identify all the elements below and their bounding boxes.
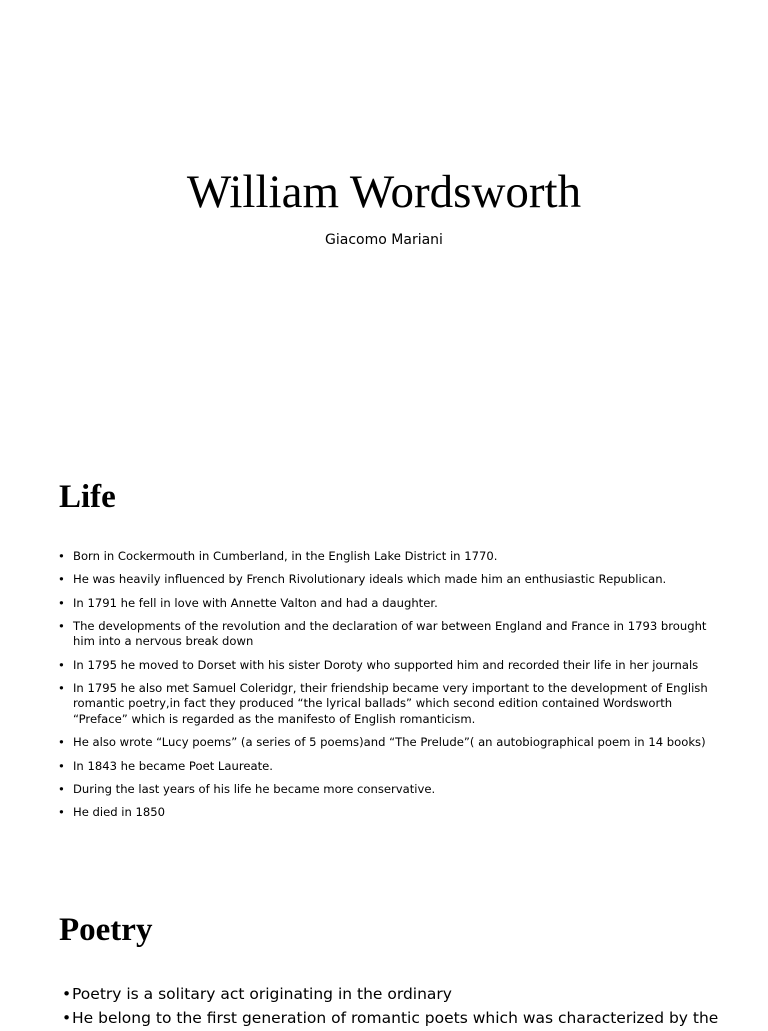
list-item: [58, 619, 718, 650]
list-item: [62, 1007, 742, 1029]
bullet-icon: •: [62, 1009, 72, 1027]
presentation-title: William Wordsworth: [186, 166, 582, 218]
list-item: [58, 596, 718, 612]
life-slide: [0, 432, 768, 864]
list-item-text: In 1795 he also met Samuel Coleridgr, their friendship became very important to the development of English romantic poetry,in fact they produced “the lyrical ballads” which second edition contained Wordsworth “Preface” which is regarded as the manifesto of English romanticism.: [73, 680, 708, 726]
title-slide: [0, 0, 768, 432]
bullet-icon: •: [58, 657, 65, 672]
poetry-heading: Poetry: [59, 912, 153, 948]
poetry-slide: [0, 864, 768, 1027]
list-item: [58, 572, 718, 588]
bullet-icon: •: [58, 680, 65, 695]
list-item-text: Poetry is a solitary act originating in the ordinary: [72, 985, 452, 1003]
list-item: [58, 805, 718, 821]
list-item-text: In 1795 he moved to Dorset with his sister Doroty who supported him and recorded their life in her journals: [73, 657, 699, 672]
bullet-icon: •: [62, 985, 72, 1003]
presentation-author: Giacomo Mariani: [325, 232, 443, 248]
list-item-text: He also wrote “Lucy poems” (a series of 5 poems)and “The Prelude”( an autobiographical poem in 14 books): [73, 735, 706, 750]
list-item: [58, 658, 718, 674]
bullet-icon: •: [58, 549, 65, 563]
list-item-text: During the last years of his life he became more conservative.: [73, 781, 436, 796]
bullet-icon: •: [58, 758, 65, 773]
life-heading: Life: [59, 479, 116, 515]
list-item: [58, 759, 718, 775]
bullet-icon: •: [58, 735, 65, 750]
list-item-text: In 1843 he became Poet Laureate.: [73, 758, 273, 773]
list-item-text: In 1791 he fell in love with Annette Valton and had a daughter.: [73, 595, 438, 610]
list-item: [58, 735, 718, 751]
life-bullet-list: [58, 549, 718, 828]
bullet-icon: •: [58, 572, 65, 587]
list-item-text: He belong to the first generation of romantic poets which was characterized by the: [72, 1009, 719, 1027]
list-item-text: Born in Cockermouth in Cumberland, in the English Lake District in 1770.: [73, 549, 498, 563]
bullet-icon: •: [58, 805, 65, 820]
list-item-text: He was heavily influenced by French Rivolutionary ideals which made him an enthusiastic Republican.: [73, 572, 667, 587]
bullet-icon: •: [58, 618, 65, 633]
bullet-icon: •: [58, 595, 65, 610]
list-item: [58, 549, 718, 565]
list-item: [62, 983, 742, 1005]
list-item: [58, 681, 718, 728]
list-item-text: He died in 1850: [73, 805, 166, 820]
bullet-icon: •: [58, 781, 65, 796]
list-item: [58, 782, 718, 798]
list-item-text: The developments of the revolution and the declaration of war between England and France in 1793 brought him into a nervous break down: [73, 618, 707, 649]
